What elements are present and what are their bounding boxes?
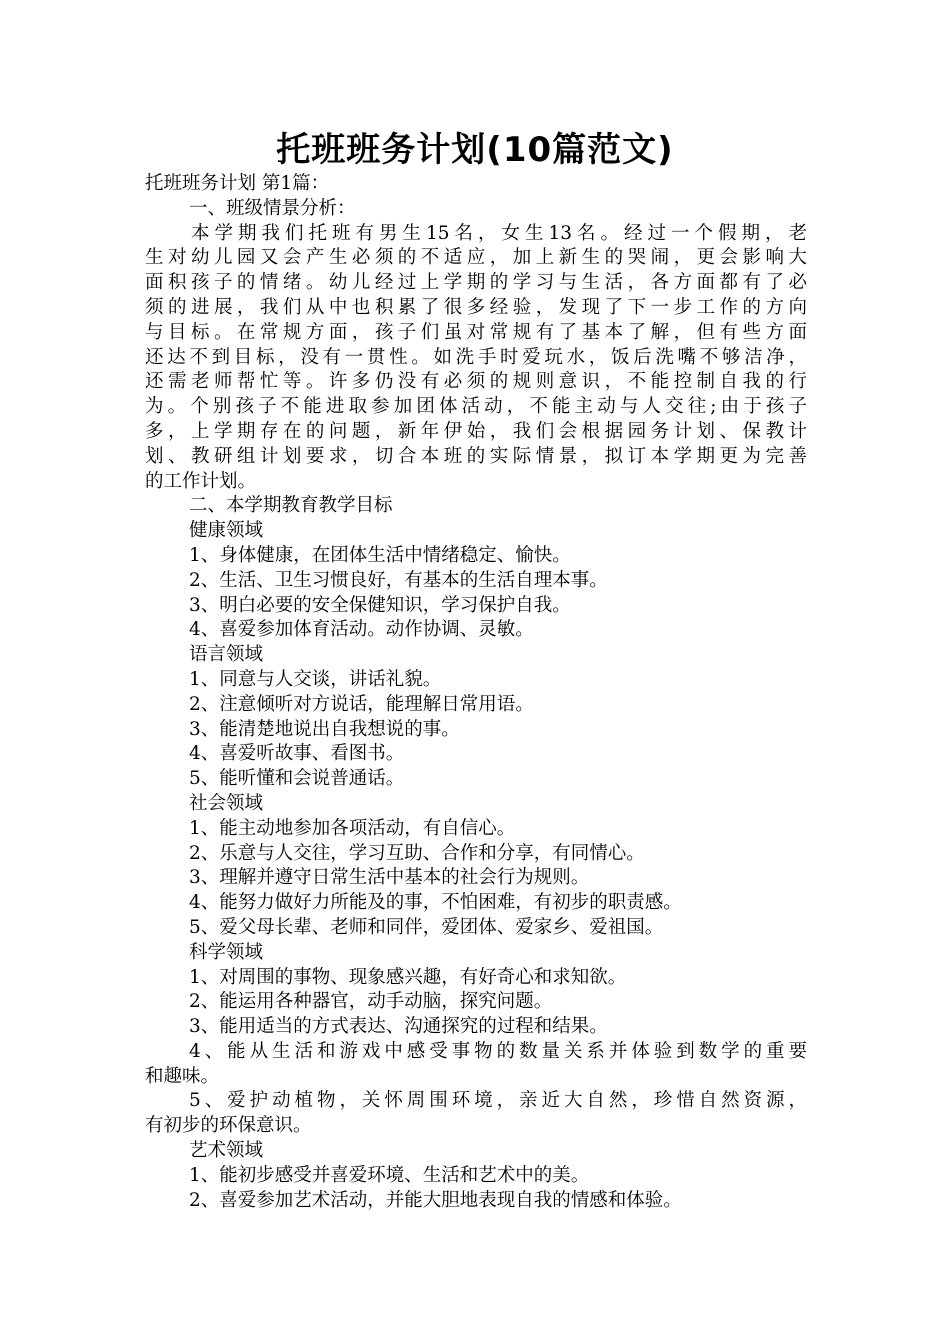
text-line: 还需老师帮忙等。许多仍没有必须的规则意识，不能控制自我的行 — [145, 371, 807, 393]
text-line: 划、教研组计划要求，切合本班的实际情景，拟订本学期更为完善 — [145, 445, 807, 467]
text-line: 5、能听懂和会说普通话。 — [189, 768, 405, 790]
text-line: 4、喜爱听故事、看图书。 — [189, 743, 405, 765]
text-line: 一、班级情景分析： — [189, 197, 356, 219]
text-line: 2、喜爱参加艺术活动，并能大胆地表现自我的情感和体验。 — [189, 1189, 682, 1211]
text-line: 4、喜爱参加体育活动。动作协调、灵敏。 — [189, 619, 534, 641]
text-line: 多，上学期存在的问题，新年伊始，我们会根据园务计划、保教计 — [145, 420, 807, 442]
document-title: 托班班务计划(10篇范文) — [276, 130, 674, 170]
text-line: 的工作计划。 — [145, 470, 257, 492]
text-line: 2、注意倾听对方说话，能理解日常用语。 — [189, 693, 534, 715]
text-line: 健康领域 — [189, 520, 264, 542]
text-line: 2、生活、卫生习惯良好，有基本的生活自理本事。 — [189, 569, 608, 591]
text-line: 本学期我们托班有男生15名，女生13名。经过一个假期，老 — [191, 222, 807, 244]
text-line: 5、爱护动植物，关怀周围环境，亲近大自然，珍惜自然资源， — [189, 1090, 807, 1112]
text-line: 4、能从生活和游戏中感受事物的数量关系并体验到数学的重要 — [189, 1040, 807, 1062]
text-line: 5、爱父母长辈、老师和同伴，爱团体、爱家乡、爱祖国。 — [189, 916, 664, 938]
text-line: 艺术领域 — [189, 1140, 264, 1162]
text-line: 1、同意与人交谈，讲话礼貌。 — [189, 668, 442, 690]
text-line: 还达不到目标，没有一贯性。如洗手时爱玩水，饭后洗嘴不够洁净， — [145, 346, 807, 368]
text-line: 语言领域 — [189, 644, 264, 666]
text-line: 2、乐意与人交往，学习互助、合作和分享，有同情心。 — [189, 842, 645, 864]
text-line: 1、能初步感受并喜爱环境、生活和艺术中的美。 — [189, 1164, 590, 1186]
text-line: 科学领域 — [189, 941, 264, 963]
text-line: 1、能主动地参加各项活动，有自信心。 — [189, 817, 516, 839]
text-line: 托班班务计划 第1篇： — [145, 173, 330, 194]
document-body — [145, 172, 807, 1213]
text-line: 4、能努力做好力所能及的事，不怕困难，有初步的职责感。 — [189, 892, 682, 914]
text-line: 面积孩子的情绪。幼儿经过上学期的学习与生活，各方面都有了必 — [145, 272, 807, 294]
text-line: 和趣味。 — [145, 1065, 220, 1087]
text-line: 3、明白必要的安全保健知识，学习保护自我。 — [189, 594, 571, 616]
text-line: 社会领域 — [189, 792, 264, 814]
text-line: 有初步的环保意识。 — [145, 1115, 312, 1137]
text-line: 二、本学期教育教学目标 — [189, 495, 393, 517]
text-line: 2、能运用各种器官，动手动脑，探究问题。 — [189, 991, 553, 1013]
text-line: 1、对周围的事物、现象感兴趣，有好奇心和求知欲。 — [189, 966, 627, 988]
text-line: 3、理解并遵守日常生活中基本的社会行为规则。 — [189, 867, 590, 889]
text-line: 3、能清楚地说出自我想说的事。 — [189, 718, 460, 740]
text-line: 生对幼儿园又会产生必须的不适应，加上新生的哭闹，更会影响大 — [145, 247, 807, 269]
text-line: 与目标。在常规方面，孩子们虽对常规有了基本了解，但有些方面 — [145, 321, 807, 343]
text-line: 为。个别孩子不能进取参加团体活动，不能主动与人交往;由于孩子 — [145, 396, 807, 418]
text-line: 须的进展，我们从中也积累了很多经验，发现了下一步工作的方向 — [145, 296, 807, 318]
text-line: 1、身体健康，在团体生活中情绪稳定、愉快。 — [189, 544, 571, 566]
text-line: 3、能用适当的方式表达、沟通探究的过程和结果。 — [189, 1016, 608, 1038]
